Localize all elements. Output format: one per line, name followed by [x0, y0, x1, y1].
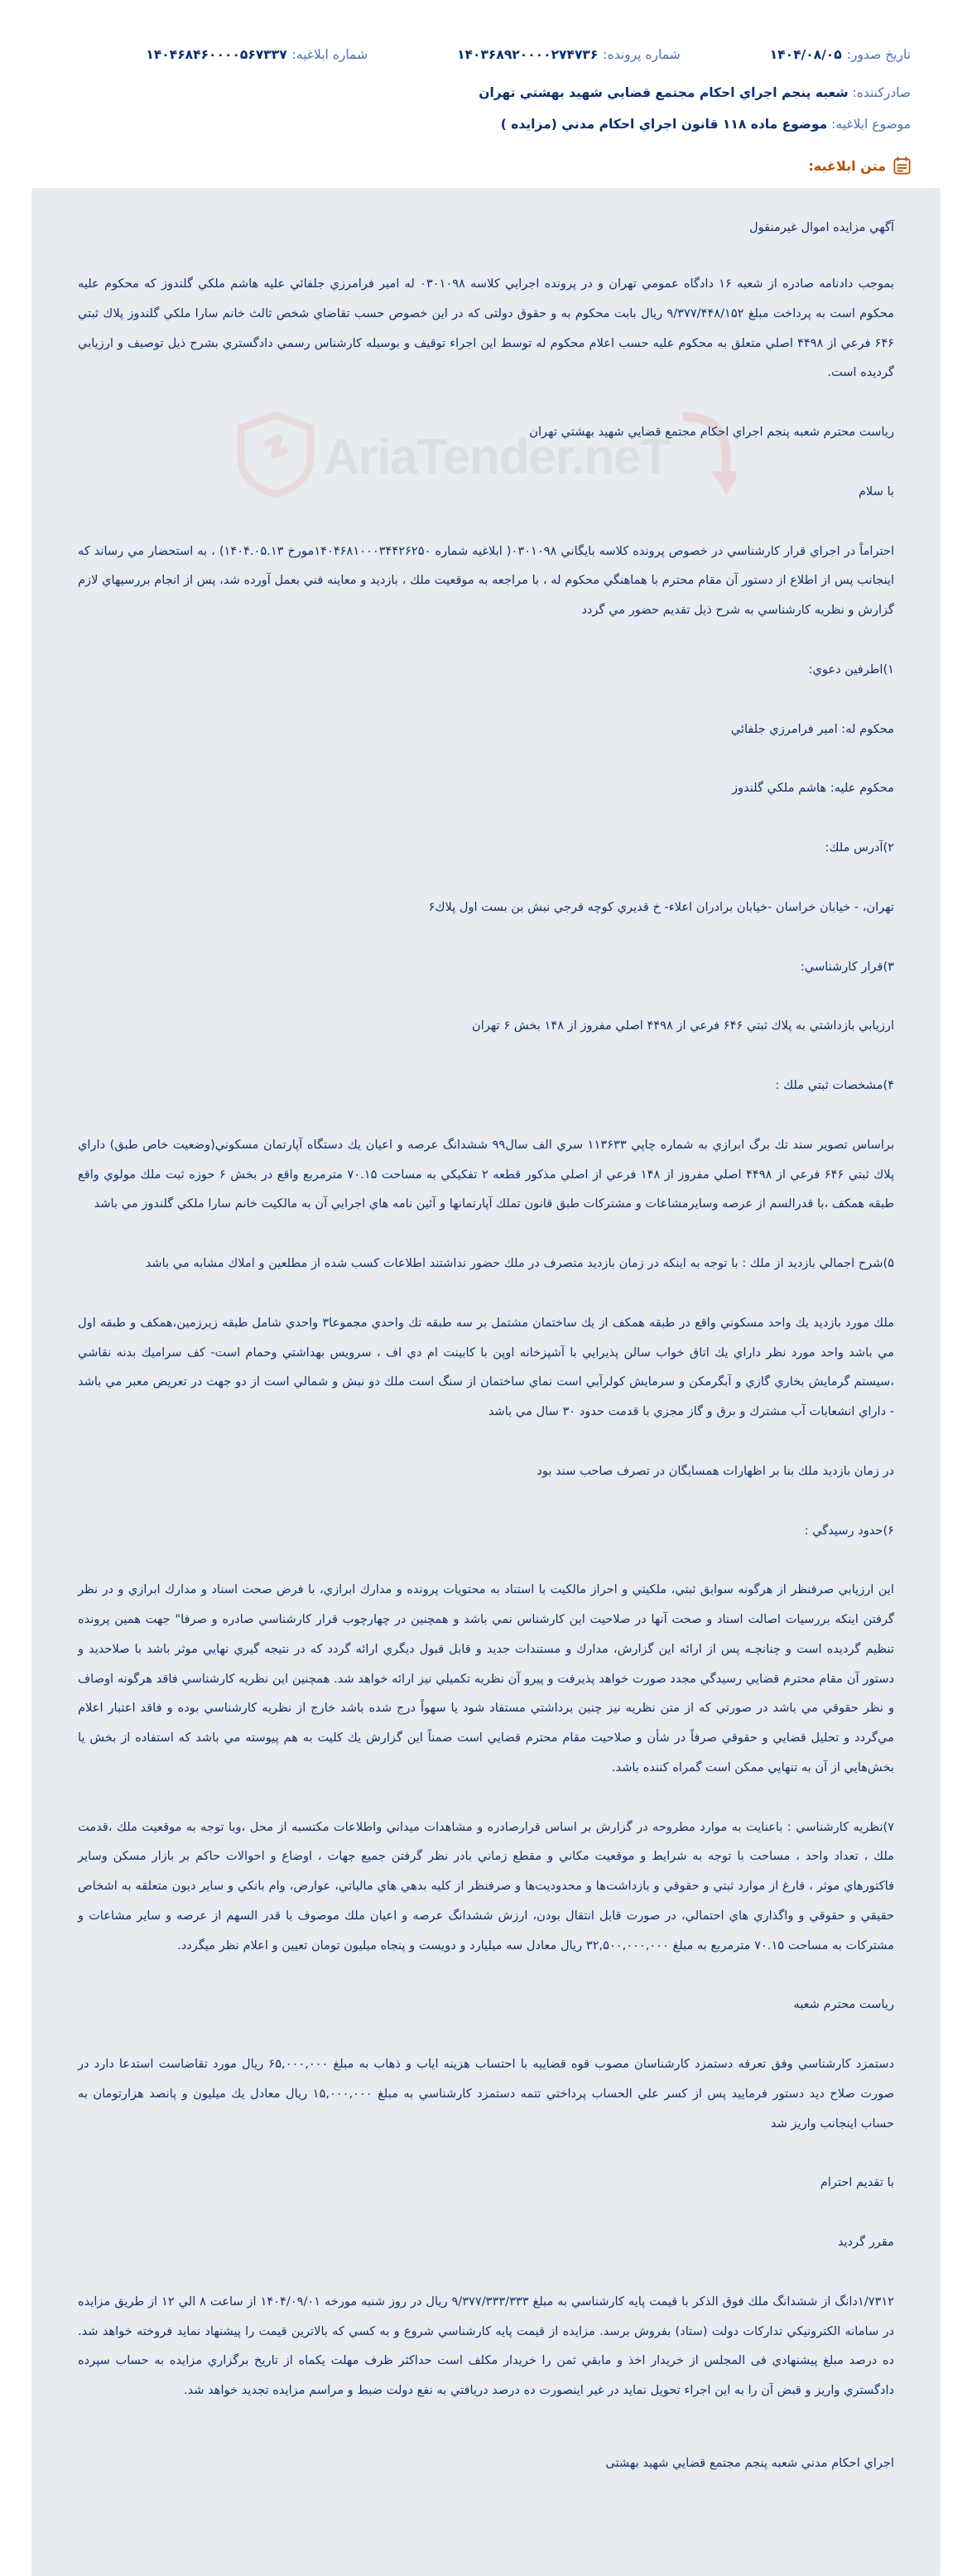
- subject-field: [61, 117, 911, 132]
- body-section-label: ۶)حدود رسیدگي :: [804, 1523, 894, 1538]
- body-paragraph: ریاست محترم شعبه پنجم اجراي احکام مجتمع قضايي شهید بهشتي تهران: [529, 425, 894, 440]
- body-paragraph: ۷)نظریه کارشناسي : باعنایت به موارد مطروحه در گزارش بر اساس قرارصادره و مشاهدات میداني واطلاعات مکتسبه از محل ،وبا توجه به موقعیت ملك ،قدمت ملك ، تعداد واحد ، مساحت با توجه به شرایط و موقعیت مکاني و مقطع زماني بادر نظر گرفتن جمیع جهات ، اوضاع و احوالات حاکم بر بازار مسکن وسایر فاکتورهاي موثر ، فارغ از موارد ثبتي و حقوقي و بازداشت‌ها و محدودیت‌ها و صرفنظر از کلیه بدهي هاي مالیاتي، عوارض، وام بانکي و سایر دیون متعلقه به اشخاص حقیقي و حقوقي و واگذاري هاي احتمالي، در صورت قابل انتقال بودن، ارزش ششدانگ عرصه و اعیان ملك موصوف با قدر السهم از عرصه و سایر مشاعات و مشترکات به مساحت ۷۰.۱۵ مترمربع به مبلغ ۳۲,۵۰۰,۰۰۰,۰۰۰ ریال معادل سه میلیارد و دویست و پنجاه میلیون تومان تعیین و اعلام نظر میگردد.: [78, 1819, 894, 1952]
- body-paragraph: براساس تصویر سند تك برگ ابرازي به شماره چاپي ۱۱۳۶۳۳ سري الف سال۹۹ ششدانگ عرصه و اعیان یك دستگاه آپارتمان مسکوني(وضعیت خاص طبق) داراي پلاك ثبتي ۶۴۶ فرعي از ۴۴۹۸ اصلي مفروز از ۱۴۸ فرعي از اصلي مذکور قطعه ۲ تفکیکي به مساحت ۷۰.۱۵ مترمربع واقع در بخش ۶ حوزه ثبت ملك مولوي واقع طبقه همکف ،با قدرالسم از عرصه وسایرمشاعات و مشترکات طبق قانون تملك آپارتمانها و آئین نامه هاي اجرايي آن به مالکیت خانم سارا ملکي گلندوز مي باشد: [78, 1137, 895, 1211]
- body-paragraph: مقرر گردید: [837, 2235, 894, 2250]
- notice-number-field: [146, 43, 368, 67]
- body-section-label: ۴)مشخصات ثبتي ملك :: [775, 1078, 894, 1093]
- body-title: آگهي مزایده اموال غیرمنقول: [748, 220, 894, 235]
- body-paragraph: محکوم علیه: هاشم ملکي گلندوز: [731, 781, 894, 796]
- body-paragraph: ارزیابي بازداشتي به پلاك ثبتي ۶۴۶ فرعي از ۴۴۹۸ اصلي مفروز از ۱۴۸ بخش ۶ تهران: [472, 1018, 894, 1033]
- case-number-field: [457, 43, 681, 67]
- meta-row-top: [61, 43, 911, 67]
- body-paragraph: ملك مورد بازدید یك واحد مسکوني واقع در طبقه همکف از یك ساختمان مشتمل بر سه طبقه تك واحدي مجموعا۳ واحدي شامل طبقه زیرزمین،همکف و طبقه اول مي باشد واحد مورد نظر داراي یك اتاق خواب سالن پذیرایي با آشپزخانه اوپن با کابینت ام دي اف ، سرویس بهداشتي وحمام است- کف سرامیك بدنه نقاشي ،سیستم گرمایش بخاري گازي و آبگرمکن و سرمایش کولرآبي است نماي ساختمان از سنگ است ملك دو نبش و شمالي است از دو جهت در تعریض معبر مي باشد - داراي انشعابات آب مشترك و برق و گاز مجزي با قدمت حدود ۳۰ سال مي باشد: [78, 1315, 894, 1419]
- case-number-label: شماره پرونده:: [603, 47, 681, 62]
- body-section-label: ریاست محترم شعبه: [793, 1997, 894, 2012]
- document-meta-header: [0, 0, 972, 132]
- body-paragraph: دستمزد کارشناسي وفق تعرفه دستمزد کارشناسان مصوب قوه قضاییه با احتساب هزینه ایاب و ذهاب به مبلغ ۶۵,۰۰۰,۰۰۰ ریال مورد تقاضاست استدعا دارد در صورت صلاح دید دستور فرمایید پس از کسر علي الحساب پرداختي تتمه دستمزد کارشناسي به مبلغ ۱۵,۰۰۰,۰۰۰ ریال معادل یك میلیون و پانصد هزارتومان به حساب اینجانب واریز شد: [78, 2057, 894, 2131]
- body-paragraph: بموجب دادنامه صادره از شعبه ۱۶ دادگاه عمومي تهران و در پرونده اجرايي کلاسه ۰۳۰۱۰۹۸ له امیر فرامرزي جلفائي علیه هاشم ملکي گلندوز که محکوم علیه محکوم است به پرداخت مبلغ ۹/۳۷۷/۴۴۸/۱۵۲ ریال بابت محکوم به و حقوق دولتی که در این خصوص حسب تقاضاي شخص ثالث خانم سارا ملکي گلندوز پلاك ثبتي ۶۴۶ فرعي از ۴۴۹۸ اصلي متعلق به محکوم علیه حسب اعلام محکوم له توسط این اجراء توقیف و بوسیله کارشناس رسمي دادگستري بشرح ذیل توصیف و ارزیابي گردیده است.: [78, 277, 894, 380]
- body-paragraph: تهران، - خیابان خراسان -خیابان برادران اعلاء- خ قدیري کوچه فرجي نبش بن بست اول پلاك۶: [428, 899, 894, 914]
- body-signature: اجراي احکام مدني شعبه پنجم مجتمع قضايي شهید بهشتی: [605, 2455, 894, 2470]
- case-number-value: ۱۴۰۳۶۸۹۲۰۰۰۰۲۷۴۷۳۶: [457, 47, 599, 62]
- body-paragraph: محکوم له: امیر فرامرزي جلفائي: [730, 721, 894, 736]
- body-paragraph: ۱/۷۳۱۲دانگ از ششدانگ ملك فوق الذکر با قیمت پایه کارشناسي به مبلغ ۹/۳۷۷/۳۳۳/۳۳۳ ریال در روز شنبه مورخه ۱۴۰۴/۰۹/۰۱ از ساعت ۸ الي ۱۲ از طریق مزایده در سامانه الکترونیکي تدارکات دولت (ستاد) بفروش برسد. مزایده از قیمت پایه کارشناسي شروع و به کسي که بالاترین قیمت را پیشنهاد نماید فروخته خواهد شد. ده درصد مبلغ پیشنهادي فی المجلس از خریدار اخذ و مابقي ثمن را خریدار مکلف است حداکثر ظرف مهلت یکماه از تاریخ برگزاري مزایده به حساب سپرده دادگستري واریز و قبض آن را به این اجراء تحویل نماید در غیر اینصورت ده درصد دریافتي به نفع دولت ضبط و مراسم مزایده تجدید خواهد شد.: [78, 2294, 894, 2398]
- issuer-label: صادرکننده:: [852, 85, 911, 101]
- issue-date-field: [770, 43, 911, 67]
- subject-label: موضوع ابلاغیه:: [831, 117, 911, 132]
- body-paragraph: با تقدیم احترام: [820, 2175, 894, 2190]
- issue-date-value: ۱۴۰۴/۰۸/۰۵: [769, 47, 842, 62]
- subject-value: موضوع ماده ۱۱۸ قانون اجراي احکام مدني (مزایده ): [500, 117, 828, 132]
- notice-text-section-title: متن ابلاغیه:: [808, 157, 886, 174]
- body-paragraph: احتراماً در اجراي قرار کارشناسي در خصوص پرونده کلاسه بایگاني ۰۳۰۱۰۹۸( ابلاغیه شماره ۱۴۰۴۶۸۱۰۰۰۳۴۴۲۶۲۵۰مورخ ۱۴۰۴.۰۵.۱۳) ، به استحضار مي رساند که اینجانب پس از اطلاع از دستور آن مقام محترم با هماهنگي محکوم له ، با مراجعه به موقعیت ملك ، بازدید و معاینه فني بعمل آورده شد، پس از انجام بررسیهاي لازم گزارش و نظریه کارشناسي به شرح ذیل تقدیم حضور مي گردد: [78, 543, 894, 618]
- body-paragraph: ۵)شرح اجمالي بازدید از ملك : با توجه به اینکه در زمان بازدید متصرف در ملك حضور نداشتند اطلاعات کسب شده از مطلعین و املاك مشابه مي باشد: [145, 1256, 894, 1271]
- body-section-label: ۲)آدرس ملك:: [825, 840, 894, 855]
- issuer-field: [61, 85, 911, 100]
- body-paragraph: با سلام: [858, 484, 894, 498]
- notice-body-panel: [31, 188, 941, 2575]
- issue-date-label: تاریخ صدور:: [846, 47, 911, 62]
- document-lines-icon: [893, 156, 911, 175]
- notice-number-value: ۱۴۰۴۶۸۴۶۰۰۰۰۵۶۷۳۳۷: [146, 47, 287, 62]
- notice-text-section-header: [61, 156, 911, 175]
- issuer-value: شعبه پنجم اجراي احکام مجتمع قضايي شهید بهشتي تهران: [479, 85, 849, 101]
- body-paragraph: در زمان بازدید ملك بنا بر اظهارات همسایگان در تصرف صاحب سند بود: [537, 1463, 894, 1478]
- watermark-text: AriaTender.neT: [323, 428, 671, 484]
- body-paragraph: این ارزیابي صرفنظر از هرگونه سوابق ثبتي، ملکیتي و احراز مالکیت با استناد به محتویات پرونده و مدارك ابرازي، با فرض صحت اسناد و مدارك ابرازي و در نظر گرفتن اینکه بررسیات اصالت اسناد و صحت آنها در صلاحیت این کارشناس نمي باشد و همچنین در چهارچوب قرار کارشناسي صادره و صرفا" جهت همین پرونده تنظیم گردیده است و چنانچـه پس از ارائه این گزارش، مدارك و مستندات جدید و قابل قبول دیگري ارائه گردد که در نتیجه گیري نهايي موثر باشد با صلاحدید و دستور آن مقام محترم قضايي رسیدگي مجدد صورت خواهد پذیرفت و پیرو آن نظریه تکمیلي نیز ارائه خواهد شد. همچنین این نظریه کارشناسي فاقد هرگونه اوصاف و نظر حقوقي مي باشد در صورتي که از متن نظریه نیز چنین برداشتي مستفاد شود یا سهواً درج شده باشد خارج از نظریه کارشناسي بوده و فاقد اعتبار اعلام مي‌گردد و تحلیل قضايي و حقوقي صرفاً در شأن و صلاحیت مقام محترم قضايي است ضمناً این گزارش یك کلیت به هم پیوسته مي باشد که استفاده از بخش یا بخش‌هایي از آن به تنهايي ممکن است گمراه کننده باشد.: [78, 1582, 894, 1774]
- notice-number-label: شماره ابلاغیه:: [291, 47, 368, 62]
- body-section-label: ۱)اطرفین دعوي:: [808, 662, 894, 677]
- body-section-label: ۳)قرار کارشناسي:: [800, 959, 894, 974]
